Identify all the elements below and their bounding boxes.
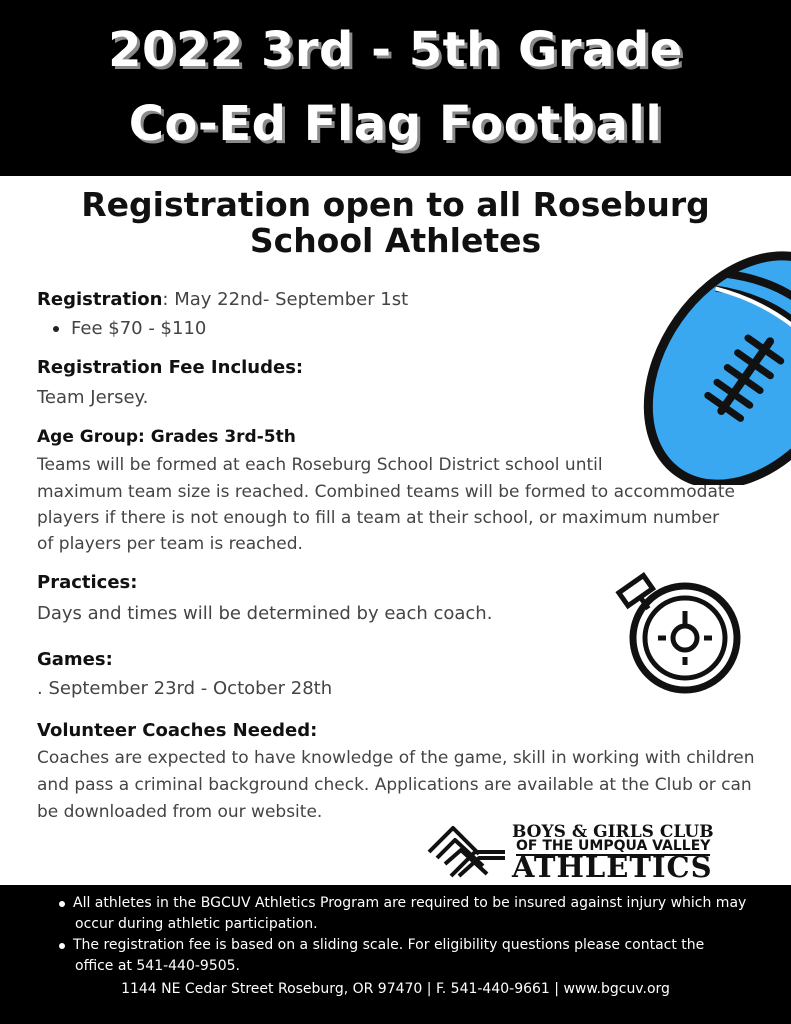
- practices-heading: Practices:: [37, 572, 138, 593]
- fee-includes-text: Team Jersey.: [37, 387, 149, 408]
- footer-bullet-dot: [59, 943, 65, 949]
- bgc-logo-icon: [425, 822, 510, 880]
- subtitle-line-2: School Athletes: [249, 221, 542, 260]
- age-group-line-4: of players per team is reached.: [37, 534, 303, 554]
- footer-bullet-dot: [59, 901, 65, 907]
- footer-bullet-1-line-2: occur during athletic participation.: [75, 916, 318, 932]
- footer-bullet-2-line-2: office at 541-440-9505.: [75, 958, 241, 974]
- age-group-heading: Age Group: Grades 3rd-5th: [37, 427, 296, 447]
- footer: [0, 885, 791, 1024]
- age-group-line-3: players if there is not enough to fill a team at their school, or maximum number: [37, 508, 720, 528]
- volunteer-line-1: Coaches are expected to have knowledge of the game, skill in working with children: [37, 748, 755, 768]
- volunteer-line-3: be downloaded from our website.: [37, 802, 323, 822]
- practices-text: Days and times will be determined by each coach.: [37, 603, 493, 624]
- volunteer-line-2: and pass a criminal background check. Applications are available at the Club or can: [37, 775, 752, 795]
- footer-bullet-1-line-1: All athletes in the BGCUV Athletics Program are required to be insured against injury which may: [73, 895, 747, 911]
- age-group-line-1: Teams will be formed at each Roseburg School District school until: [37, 455, 603, 475]
- age-group-line-2: maximum team size is reached. Combined teams will be formed to accommodate: [37, 482, 735, 502]
- subtitle-line-1: Registration open to all Roseburg: [81, 185, 710, 224]
- bullet-dot: [53, 326, 59, 332]
- footer-bullet-2-line-1: The registration fee is based on a sliding scale. For eligibility questions please contact the: [73, 937, 705, 953]
- header-banner: [0, 0, 791, 176]
- games-text: . September 23rd - October 28th: [37, 678, 333, 699]
- fee-includes-heading: Registration Fee Includes:: [37, 357, 304, 378]
- registration-row: [37, 289, 408, 310]
- stopwatch-icon: [610, 565, 745, 700]
- logo-line-1: BOYS & GIRLS CLUB: [512, 822, 714, 842]
- footer-contact: 1144 NE Cedar Street Roseburg, OR 97470 | F. 541-440-9661 | www.bgcuv.org: [121, 981, 670, 997]
- volunteer-heading: Volunteer Coaches Needed:: [37, 720, 318, 741]
- registration-label: Registration: [37, 289, 163, 310]
- football-icon: [615, 245, 791, 485]
- games-heading: Games:: [37, 649, 113, 670]
- logo-line-3: ATHLETICS: [512, 850, 713, 884]
- registration-dates: : May 22nd- September 1st: [162, 289, 409, 310]
- page-title-line-2: Co-Ed Flag Football: [128, 96, 663, 152]
- fee-range: Fee $70 - $110: [71, 318, 207, 339]
- page-title-line-1: 2022 3rd - 5th Grade: [108, 22, 683, 78]
- logo-line-2: OF THE UMPQUA VALLEY: [516, 838, 711, 854]
